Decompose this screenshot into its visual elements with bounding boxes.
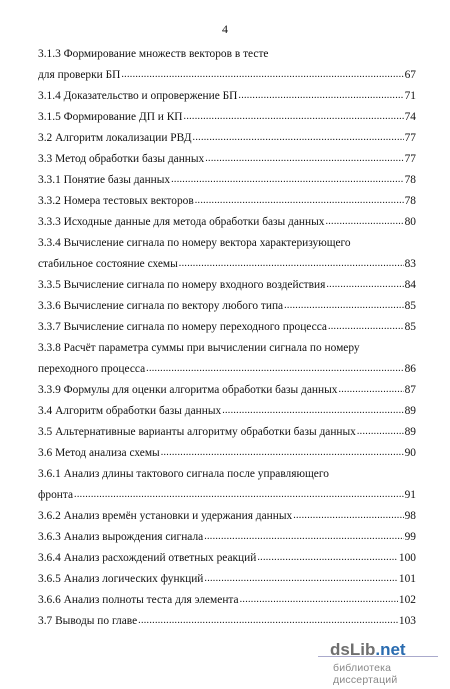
toc-leader-dots: [284, 299, 404, 313]
toc-entry-title: 3.6.6 Анализ полноты теста для элемента: [38, 594, 239, 606]
toc-entry: [38, 320, 416, 334]
toc-entry: [38, 530, 416, 544]
toc-entry-title: 3.3.9 Формулы для оценки алгоритма обработки базы данных: [38, 384, 338, 396]
toc-entry-title: 3.6.5 Анализ логических функций: [38, 573, 204, 585]
toc-entry-first-line: 3.3.8 Расчёт параметра суммы при вычислении сигнала по номеру: [38, 342, 360, 354]
toc-entry: [38, 131, 416, 145]
toc-entry-page: 85: [404, 300, 416, 312]
toc-entry-first-line: 3.1.3 Формирование множеств векторов в тесте: [38, 48, 269, 60]
toc-entry: [38, 110, 416, 124]
toc-entry: [38, 194, 416, 208]
toc-entry-title: 3.6 Метод анализа схемы: [38, 447, 160, 459]
toc-entry: [38, 593, 416, 607]
toc-entry-page: 67: [404, 69, 416, 81]
toc-entry-page: 90: [404, 447, 416, 459]
toc-entry-title: 3.5 Альтернативные варианты алгоритму обработки базы данных: [38, 426, 356, 438]
toc-entry-page: 78: [404, 174, 416, 186]
page-number: 4: [222, 22, 228, 36]
toc-leader-dots: [326, 278, 403, 292]
toc-entry: [38, 362, 416, 376]
toc-entry-page: 85: [404, 321, 416, 333]
toc-entry-title: 3.6.4 Анализ расхождений ответных реакций: [38, 552, 257, 564]
toc-entry: [38, 614, 416, 628]
toc-entry-page: 80: [404, 216, 416, 228]
toc-entry-title: фронта: [38, 489, 74, 501]
toc-entry: [38, 509, 416, 523]
toc-entry-page: 89: [404, 405, 416, 417]
toc-entry-first-line: 3.6.1 Анализ длины тактового сигнала после управляющего: [38, 468, 329, 480]
toc-entry-title: 3.3.2 Номера тестовых векторов: [38, 195, 194, 207]
toc-leader-dots: [184, 110, 404, 124]
toc-entry: [38, 257, 416, 271]
toc-entry: [38, 89, 416, 103]
toc-entry-title: стабильное состояние схемы: [38, 258, 178, 270]
toc-entry: [38, 152, 416, 166]
toc-entry-title: 3.2 Алгоритм локализации РВД: [38, 132, 192, 144]
toc-entry-title: 3.3.5 Вычисление сигнала по номеру входного воздействия: [38, 279, 326, 291]
toc-entry-title: для проверки БП: [38, 69, 121, 81]
toc-leader-dots: [146, 362, 403, 376]
toc-leader-dots: [338, 383, 403, 397]
watermark-logo: dsLib.net: [330, 640, 406, 659]
toc-entry: [38, 278, 416, 292]
toc-entry: [38, 383, 416, 397]
toc-entry-page: 89: [404, 426, 416, 438]
toc-entry-title: 3.7 Выводы по главе: [38, 615, 138, 627]
toc-entry-page: 77: [404, 153, 416, 165]
toc-entry: [38, 488, 416, 502]
toc-leader-dots: [74, 488, 404, 502]
toc-leader-dots: [325, 215, 403, 229]
toc-entry-title: 3.4 Алгоритм обработки базы данных: [38, 405, 222, 417]
toc-entry-page: 87: [404, 384, 416, 396]
toc-entry-title: 3.1.5 Формирование ДП и КП: [38, 111, 183, 123]
toc-leader-dots: [204, 530, 403, 544]
toc-leader-dots: [222, 404, 403, 418]
toc-leader-dots: [293, 509, 403, 523]
toc-entry: [38, 68, 416, 82]
toc-entry-page: 74: [404, 111, 416, 123]
toc-entry-page: 102: [398, 594, 416, 606]
toc-entry-title: 3.3.1 Понятие базы данных: [38, 174, 171, 186]
toc-entry-page: 91: [404, 489, 416, 501]
toc-leader-dots: [240, 593, 398, 607]
toc-entry-title: 3.1.4 Доказательство и опровержение БП: [38, 90, 238, 102]
toc-leader-dots: [193, 131, 404, 145]
toc-entry-page: 83: [404, 258, 416, 270]
toc-entry: [38, 425, 416, 439]
toc-entry-title: 3.6.3 Анализ вырождения сигнала: [38, 531, 204, 543]
toc-entry-page: 78: [404, 195, 416, 207]
toc-entry-title: 3.3.3 Исходные данные для метода обработки базы данных: [38, 216, 325, 228]
toc-entry: [38, 215, 416, 229]
toc-leader-dots: [121, 68, 403, 82]
toc-leader-dots: [195, 194, 404, 208]
toc-entry-page: 84: [404, 279, 416, 291]
toc-entry-page: 103: [398, 615, 416, 627]
toc-entry-title: 3.3.7 Вычисление сигнала по номеру переходного процесса: [38, 321, 327, 333]
toc-entry-page: 71: [404, 90, 416, 102]
toc-leader-dots: [179, 257, 404, 271]
toc-leader-dots: [138, 614, 398, 628]
toc-entry-title: 3.6.2 Анализ времён установки и удержания данных: [38, 510, 293, 522]
toc-entry-page: 86: [404, 363, 416, 375]
toc-entry-first-line: 3.3.4 Вычисление сигнала по номеру вектора характеризующего: [38, 237, 351, 249]
toc-leader-dots: [205, 152, 403, 166]
toc-entry-title: 3.3.6 Вычисление сигнала по вектору любого типа: [38, 300, 284, 312]
watermark-tagline: библиотека диссертаций: [333, 662, 398, 686]
toc-leader-dots: [171, 173, 404, 187]
toc-entry-title: переходного процесса: [38, 363, 146, 375]
toc-leader-dots: [204, 572, 398, 586]
toc-entry-title: 3.3 Метод обработки базы данных: [38, 153, 205, 165]
toc-entry-page: 77: [404, 132, 416, 144]
toc-entry: [38, 173, 416, 187]
toc-leader-dots: [161, 446, 404, 460]
toc-leader-dots: [238, 89, 403, 103]
toc-entry: [38, 404, 416, 418]
toc-leader-dots: [328, 320, 404, 334]
toc-entry-page: 101: [398, 573, 416, 585]
toc-entry-page: 99: [404, 531, 416, 543]
toc-leader-dots: [257, 551, 398, 565]
toc-entry-page: 98: [404, 510, 416, 522]
toc-entry-page: 100: [398, 552, 416, 564]
toc-leader-dots: [357, 425, 404, 439]
toc-entry: [38, 299, 416, 313]
toc-entry: [38, 446, 416, 460]
toc-entry: [38, 551, 416, 565]
toc-entry: [38, 572, 416, 586]
